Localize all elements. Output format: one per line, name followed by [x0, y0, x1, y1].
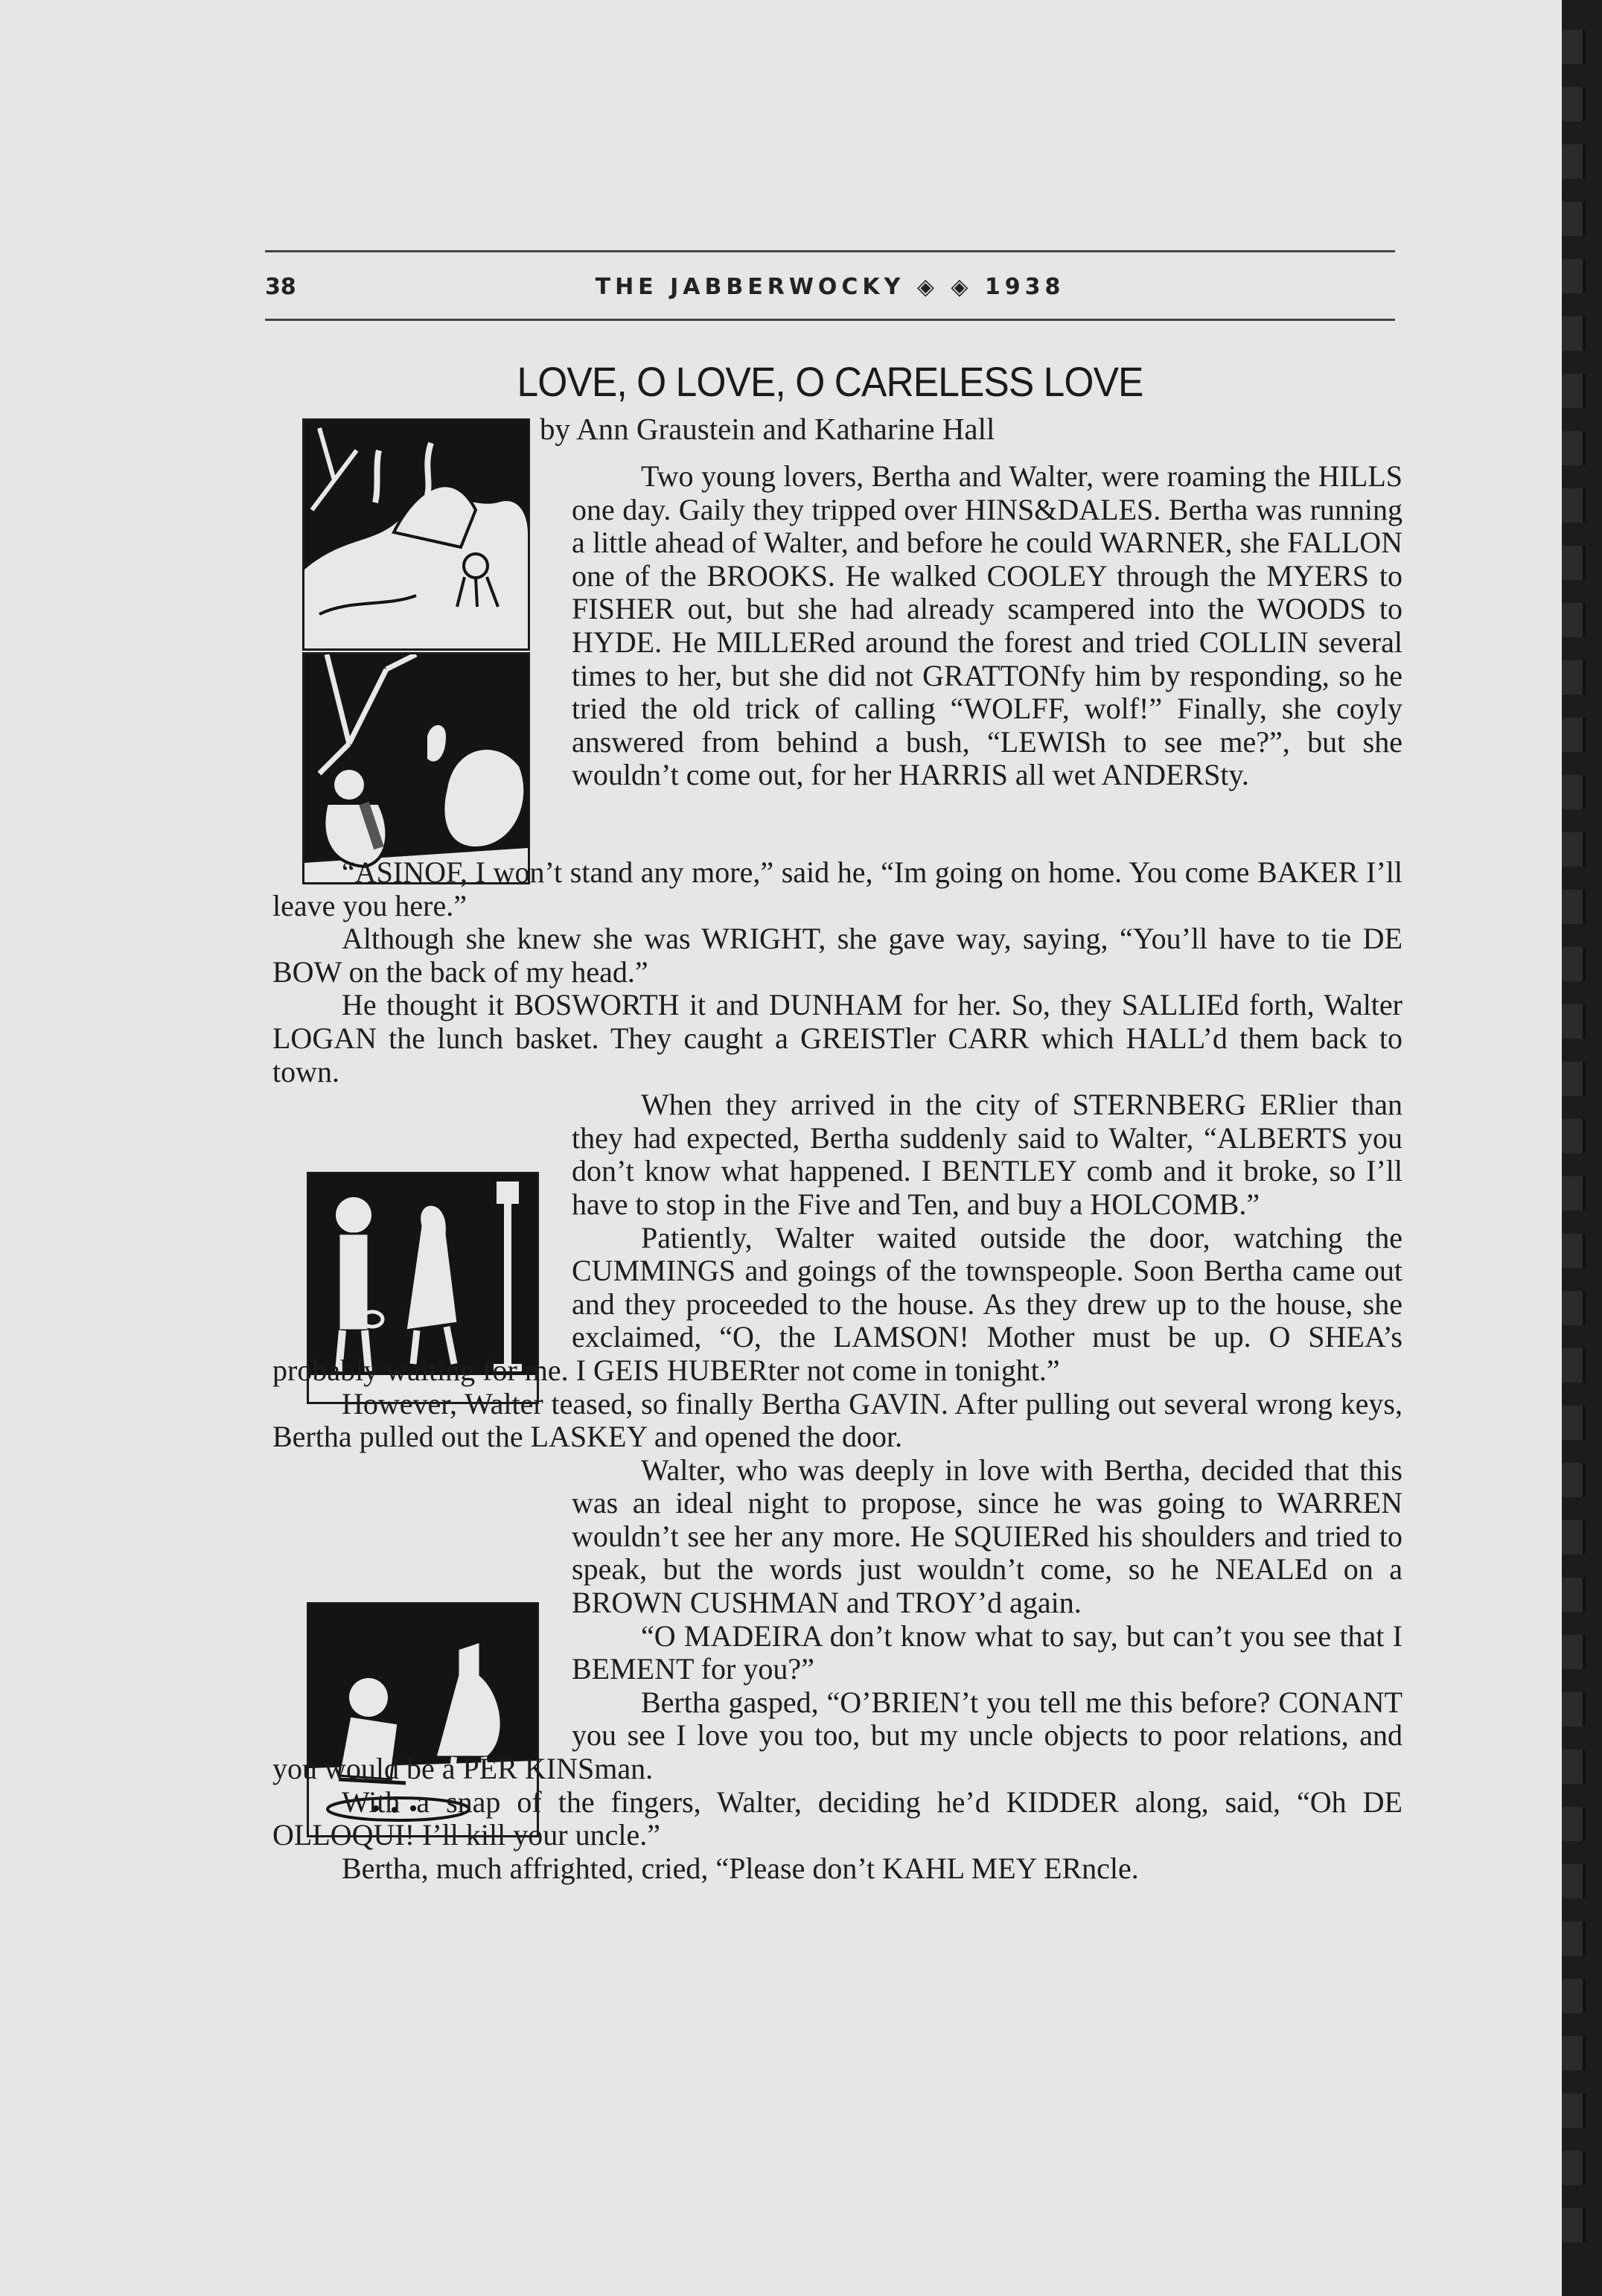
binding-ring — [1562, 1291, 1586, 1325]
paragraph: With a snap of the fingers, Walter, deciding he’d KIDDER along, said, “Oh DE OLLOQUI! I’ll kill your uncle.” — [272, 1785, 1402, 1852]
binding-ring — [1562, 1463, 1586, 1497]
binding-ring — [1562, 1004, 1586, 1039]
spiral-binding — [1562, 0, 1602, 2296]
binding-ring — [1562, 144, 1586, 179]
binding-ring — [1562, 316, 1586, 351]
binding-ring — [1562, 431, 1586, 465]
binding-ring — [1562, 2151, 1586, 2185]
binding-ring — [1562, 2036, 1586, 2070]
paragraph: Although she knew she was WRIGHT, she gave way, saying, “You’ll have to tie DE BOW on the back of my head.” — [272, 922, 1402, 989]
article-body — [272, 460, 1402, 1885]
binding-ring — [1562, 775, 1586, 809]
binding-ring — [1562, 1635, 1586, 1669]
binding-ring — [1562, 947, 1586, 981]
paragraph: Bertha gasped, “O’BRIEN’t you tell me this before? CONANT you see I love you too, but my uncle objects to poor relations, and you would be a PER KINSman. — [272, 1685, 1402, 1786]
header-top-rule — [265, 250, 1395, 252]
binding-ring — [1562, 1406, 1586, 1440]
header-bottom-rule — [265, 319, 1395, 321]
paragraph: When they arrived in the city of STERNBERG ERlier than they had expected, Bertha suddenly said to Walter, “ALBERTS you don’t know what happened. I BENTLEY comb and it broke, so I’ll have to stop in the Five and Ten, and buy a HOLCOMB.” — [572, 1088, 1402, 1221]
binding-ring — [1562, 30, 1586, 64]
binding-ring — [1562, 1062, 1586, 1096]
binding-ring — [1562, 488, 1586, 523]
binding-ring — [1562, 374, 1586, 408]
binding-ring — [1562, 832, 1586, 867]
binding-ring — [1562, 1864, 1586, 1898]
binding-ring — [1562, 2208, 1586, 2242]
binding-ring — [1562, 1520, 1586, 1554]
article-byline: by Ann Graustein and Katharine Hall — [540, 412, 995, 446]
binding-ring — [1562, 660, 1586, 695]
paragraph: Bertha, much affrighted, cried, “Please don’t KAHL MEY ERncle. — [342, 1851, 1139, 1885]
binding-ring — [1562, 1692, 1586, 1726]
running-title: THE JABBERWOCKY ◈ ◈ 1938 — [595, 274, 1065, 300]
paragraph: “O MADEIRA don’t know what to say, but can’t you see that I BEMENT for you?” — [572, 1619, 1402, 1686]
binding-ring — [1562, 202, 1586, 236]
binding-ring — [1562, 890, 1586, 924]
paragraph: Walter, who was deeply in love with Bertha, decided that this was an ideal night to propose, since he was going to WARREN wouldn’t see her any more. He SQUIERed his shoulders and tried to speak, but the words just wouldn’t come, so he NEALEd on a BROWN CUSHMAN and TROY’d again. — [572, 1452, 1402, 1620]
binding-ring — [1562, 603, 1586, 637]
binding-ring — [1562, 546, 1586, 580]
binding-ring — [1562, 2093, 1586, 2128]
binding-ring — [1562, 1807, 1586, 1841]
paragraph: He thought it BOSWORTH it and DUNHAM for her. So, they SALLIEd forth, Walter LOGAN the lunch basket. They caught a GREISTler CARR which HALL’d them back to town. — [272, 988, 1402, 1088]
paragraph: However, Walter teased, so finally Bertha GAVIN. After pulling out several wrong keys, Bertha pulled out the LASKEY and opened the door. — [272, 1386, 1402, 1454]
binding-ring — [1562, 1922, 1586, 1956]
paragraph: Two young lovers, Bertha and Walter, were roaming the HILLS one day. Gaily they tripped over HINS&DALES. Bertha was running a little ahead of Walter, and before he could WARNER, she FALLON one of the BROOKS. He walked COOLEY through the MYERS to FISHER out, but she had already scampered into the WOODS to HYDE. He MILLERed around the forest and tried COLLIN several times to her, but she did not GRATTONfy him by responding, so he tried the old trick of calling “WOLFF, wolf!” Finally, she coyly answered from behind a bush, “LEWISh to see me?”, but she wouldn’t come out, for her HARRIS all wet ANDERSty. — [572, 459, 1402, 792]
running-header — [265, 274, 1395, 304]
binding-ring — [1562, 1348, 1586, 1383]
binding-ring — [1562, 718, 1586, 752]
page-number: 38 — [265, 274, 296, 300]
binding-ring — [1562, 259, 1586, 293]
binding-ring — [1562, 1578, 1586, 1612]
binding-ring — [1562, 1750, 1586, 1784]
binding-ring — [1562, 1119, 1586, 1153]
paragraph: Patiently, Walter waited outside the door, watching the CUMMINGS and goings of the townspeople. Soon Bertha came out and they proceeded to the house. As they drew up to the house, she exclaimed, “O, the LAMSON! Mother must be up. O SHEA’s probably waiting for me. I GEIS HUBERter not come in tonight.” — [272, 1220, 1402, 1387]
binding-ring — [1562, 1979, 1586, 2013]
paragraph: “ASINOF, I won’t stand any more,” said he, “Im going on home. You come BAKER I’ll leave you here.” — [272, 855, 1402, 922]
binding-ring — [1562, 87, 1586, 121]
article-title: LOVE, O LOVE, O CARELESS LOVE — [517, 358, 1143, 405]
binding-ring — [1562, 1176, 1586, 1211]
binding-ring — [1562, 1234, 1586, 1268]
